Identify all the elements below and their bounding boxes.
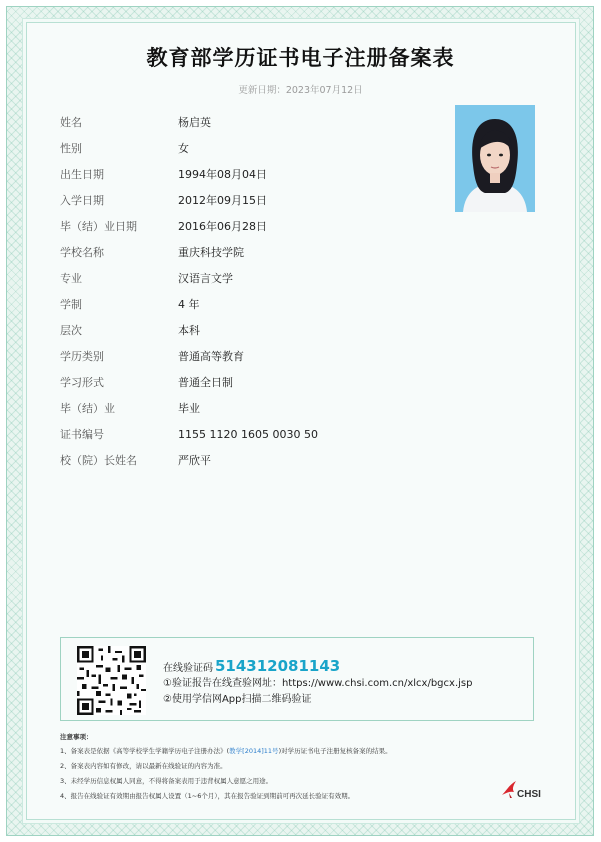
logo-text: CHSI [517,789,541,800]
field-label: 层次 [60,324,82,337]
notes-title: 注意事项： [60,733,93,741]
field-value: 4 年 [178,298,200,311]
update-date: 更新日期：2023年07月12日 [238,85,363,96]
field-label: 毕（结）业日期 [60,220,137,233]
note-text: 1、备案表是依据《高等学校学生学籍学历电子注册办法》( [60,747,230,755]
field-label: 学制 [60,298,82,311]
note-item-3: 3、未经学历信息权属人同意，不得将备案表用于违背权属人意愿之用途。 [60,777,273,785]
regulation-link[interactable]: 教学[2014]11号 [229,747,279,755]
field-value: 2016年06月28日 [178,220,267,233]
field-value: 本科 [178,324,200,337]
chsi-logo [500,771,552,803]
field-label: 出生日期 [60,168,104,181]
field-value: 女 [178,142,189,155]
field-value: 严欣平 [178,454,211,467]
verification-code-line [163,656,472,676]
field-label: 学习形式 [60,376,104,389]
field-label: 姓名 [60,116,82,129]
note-item-2: 2、备案表内容如有修改，请以最新在线验证的内容为准。 [60,762,227,770]
verification-text [163,656,472,708]
field-value: 普通高等教育 [178,350,244,363]
field-value: 毕业 [178,402,200,415]
field-label: 学历类别 [60,350,104,363]
document-title: 教育部学历证书电子注册备案表 [146,46,455,70]
notes-section [60,730,392,804]
field-value: 重庆科技学院 [178,246,244,259]
field-value: 1155 1120 1605 0030 50 [178,428,318,441]
field-label: 学校名称 [60,246,104,259]
verification-url-line: ①验证报告在线查验网址：https://www.chsi.com.cn/xlcx/bgcx.jsp [163,678,473,689]
verification-app-line: ②使用学信网App扫描二维码验证 [163,694,312,705]
field-label: 性别 [60,142,82,155]
field-value: 杨启英 [178,116,211,129]
verification-code: 514312081143 [215,657,341,675]
field-label: 入学日期 [60,194,104,207]
field-value: 汉语言文学 [178,272,233,285]
field-label: 校（院）长姓名 [60,454,137,467]
field-label: 毕（结）业 [60,402,115,415]
note-item-1 [60,744,392,759]
field-label: 专业 [60,272,82,285]
qr-code[interactable] [77,646,146,715]
note-text: )对学历证书电子注册复核备案的结果。 [278,747,392,755]
verification-box [60,637,534,721]
field-value: 普通全日制 [178,376,233,389]
student-photo [455,105,535,212]
verification-code-label: 在线验证码 [163,663,213,674]
field-value: 1994年08月04日 [178,168,267,181]
note-item-4: 4、报告在线验证有效期由报告权属人设置（1~6个月），其在报告验证到期前可再次延长验证有效期。 [60,792,355,800]
field-label: 证书编号 [60,428,104,441]
field-value: 2012年09月15日 [178,194,267,207]
